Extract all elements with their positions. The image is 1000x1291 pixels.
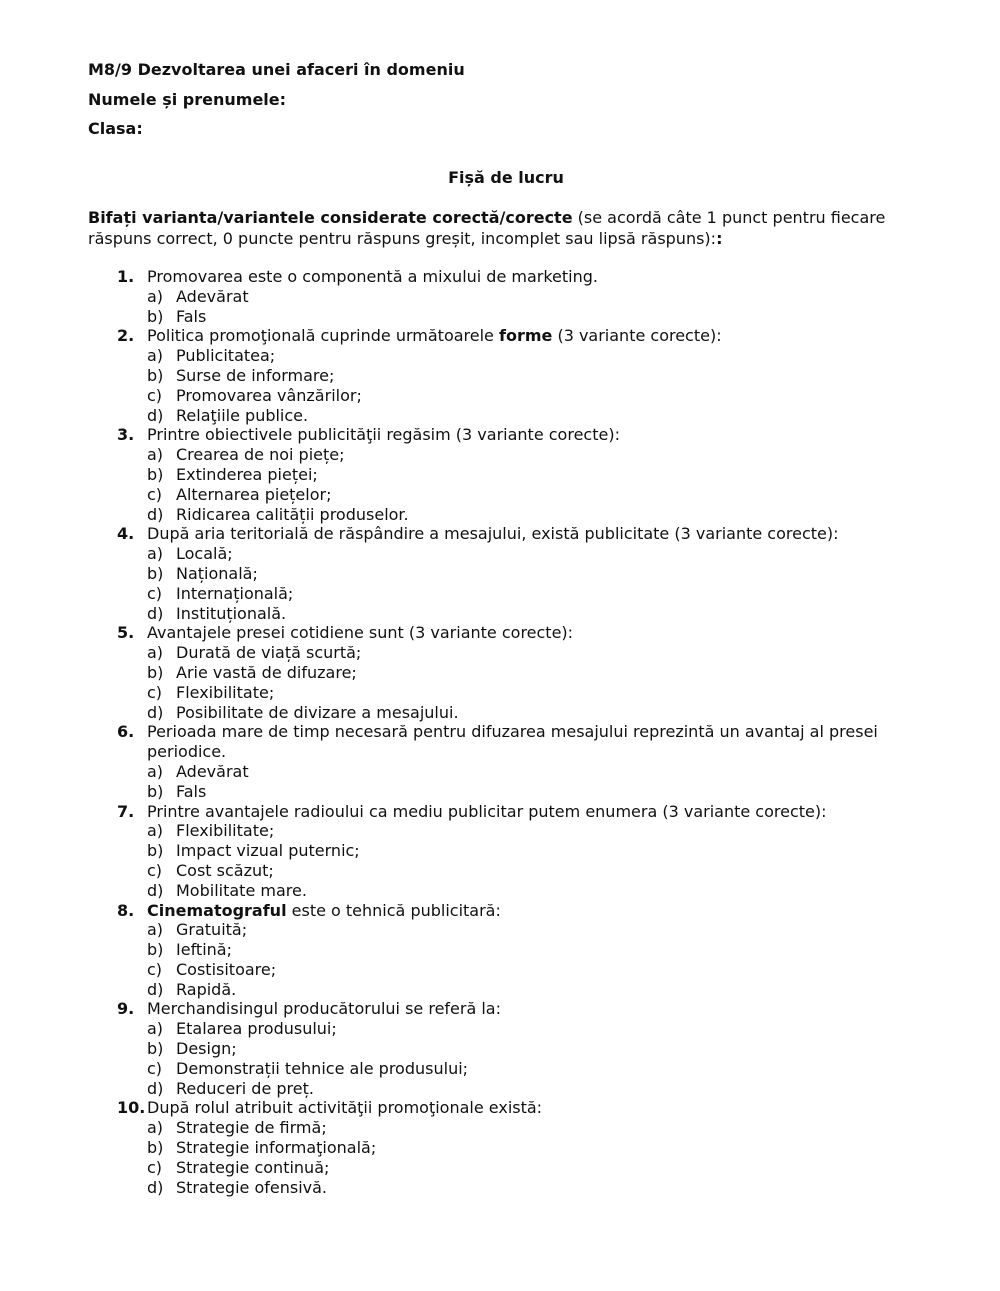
answer-option[interactable] — [147, 861, 917, 881]
option-letter: a) — [147, 920, 164, 940]
question-item — [117, 267, 917, 326]
answer-options — [117, 445, 917, 524]
option-text: Gratuită; — [176, 920, 248, 940]
option-text: Locală; — [176, 544, 233, 564]
answer-option[interactable] — [147, 881, 917, 901]
answer-option[interactable] — [147, 841, 917, 861]
question-item — [117, 326, 917, 425]
question-line — [117, 999, 917, 1019]
answer-option[interactable] — [147, 287, 917, 307]
question-line — [117, 267, 917, 287]
option-text: Ieftină; — [176, 940, 232, 960]
option-text: Strategie continuă; — [176, 1157, 330, 1177]
answer-option[interactable] — [147, 386, 917, 406]
answer-options — [117, 544, 917, 623]
option-letter: c) — [147, 1157, 163, 1177]
question-text-part: Politica promoţională cuprinde următoarele — [147, 326, 499, 346]
option-text: Cost scăzut; — [176, 860, 274, 880]
option-text: Design; — [176, 1039, 237, 1059]
question-list — [117, 267, 917, 1197]
question-text — [147, 326, 917, 346]
option-letter: a) — [147, 821, 164, 841]
question-text-part: Merchandisingul producătorului se referă la: — [147, 999, 501, 1019]
answer-option[interactable] — [147, 960, 917, 980]
option-letter: c) — [147, 682, 163, 702]
option-text: Strategie ofensivă. — [176, 1177, 328, 1197]
option-letter: a) — [147, 445, 164, 465]
answer-option[interactable] — [147, 485, 917, 505]
question-text-emphasis: Cinematograful — [147, 900, 287, 920]
question-text — [147, 267, 917, 287]
option-letter: d) — [147, 405, 164, 425]
option-letter: b) — [147, 563, 164, 583]
question-text-part: Printre obiectivele publicităţii regăsim (3 variante corecte): — [147, 425, 620, 445]
question-line — [117, 901, 917, 921]
option-text: Publicitatea; — [176, 346, 276, 366]
answer-options — [117, 1118, 917, 1197]
question-text — [147, 524, 917, 544]
option-letter: d) — [147, 1177, 164, 1197]
option-letter: a) — [147, 346, 164, 366]
instructions-tail: : — [716, 229, 723, 248]
answer-option[interactable] — [147, 782, 917, 802]
question-text — [147, 901, 917, 921]
instructions — [88, 207, 918, 249]
module-title: M8/9 Dezvoltarea unei afaceri în domeniu — [88, 60, 465, 79]
answer-option[interactable] — [147, 465, 917, 485]
answer-options — [117, 920, 917, 999]
question-text-part: Printre avantajele radioului ca mediu publicitar putem enumera (3 variante corecte): — [147, 801, 827, 821]
question-number: 7. — [117, 801, 135, 821]
option-text: Adevărat — [176, 286, 249, 306]
name-field[interactable] — [88, 90, 286, 110]
name-label: Numele și prenumele: — [88, 90, 287, 109]
option-text: Internațională; — [176, 583, 294, 603]
option-letter: c) — [147, 959, 163, 979]
option-letter: b) — [147, 1039, 164, 1059]
question-line — [117, 802, 917, 822]
answer-option[interactable] — [147, 643, 917, 663]
option-letter: b) — [147, 781, 164, 801]
question-line — [117, 722, 917, 762]
option-text: Flexibilitate; — [176, 682, 275, 702]
answer-options — [117, 346, 917, 425]
option-text: Flexibilitate; — [176, 821, 275, 841]
question-text — [147, 802, 917, 822]
answer-option[interactable] — [147, 1079, 917, 1099]
option-letter: a) — [147, 1118, 164, 1138]
option-text: Extinderea pieței; — [176, 464, 318, 484]
instructions-text: (se acordă câte 1 punct pentru fiecare răspuns correct, 0 puncte pentru răspuns greșit, incomplet sau lipsă răspuns): — [88, 208, 886, 248]
question-text-part: (3 variante corecte): — [552, 326, 722, 346]
answer-option[interactable] — [147, 406, 917, 426]
option-letter: b) — [147, 306, 164, 326]
answer-option[interactable] — [147, 604, 917, 624]
option-text: Alternarea piețelor; — [176, 484, 332, 504]
question-text-emphasis: forme — [498, 326, 553, 346]
option-letter: b) — [147, 940, 164, 960]
answer-options — [117, 287, 917, 327]
question-line — [117, 326, 917, 346]
question-item — [117, 1098, 917, 1197]
class-field[interactable] — [88, 119, 143, 139]
answer-option[interactable] — [147, 366, 917, 386]
option-letter: c) — [147, 385, 163, 405]
answer-options — [117, 762, 917, 802]
option-letter: d) — [147, 702, 164, 722]
answer-option[interactable] — [147, 307, 917, 327]
option-letter: b) — [147, 662, 164, 682]
answer-options — [117, 1019, 917, 1098]
question-text-part: este o tehnică publicitară: — [286, 900, 501, 920]
option-letter: c) — [147, 583, 163, 603]
answer-option[interactable] — [147, 703, 917, 723]
option-text: Relaţiile publice. — [176, 405, 309, 425]
question-text — [147, 623, 917, 643]
question-text-part: Perioada mare de timp necesară pentru difuzarea mesajului reprezintă un avantaj al presei periodice. — [147, 722, 878, 762]
answer-option[interactable] — [147, 762, 917, 782]
question-item — [117, 425, 917, 524]
answer-options — [117, 643, 917, 722]
option-text: Strategie informaţională; — [176, 1138, 377, 1158]
option-text: Surse de informare; — [176, 365, 335, 385]
question-number: 3. — [117, 425, 135, 445]
worksheet-title: Fișă de lucru — [448, 168, 564, 187]
answer-option[interactable] — [147, 564, 917, 584]
question-number: 6. — [117, 722, 135, 742]
answer-option[interactable] — [147, 1178, 917, 1198]
question-text-part: După aria teritorială de răspândire a mesajului, există publicitate (3 variante corecte): — [147, 524, 839, 544]
answer-option[interactable] — [147, 920, 917, 940]
option-text: Instituțională. — [176, 603, 287, 623]
question-number: 4. — [117, 524, 135, 544]
option-letter: b) — [147, 841, 164, 861]
option-text: Mobilitate mare. — [176, 880, 307, 900]
option-letter: a) — [147, 1019, 164, 1039]
option-letter: d) — [147, 1078, 164, 1098]
answer-option[interactable] — [147, 584, 917, 604]
option-text: Etalarea produsului; — [176, 1019, 337, 1039]
question-line — [117, 524, 917, 544]
option-text: Demonstrații tehnice ale produsului; — [176, 1058, 469, 1078]
answer-option[interactable] — [147, 663, 917, 683]
option-text: Națională; — [176, 563, 258, 583]
question-item — [117, 901, 917, 1000]
option-letter: d) — [147, 504, 164, 524]
option-text: Crearea de noi piețe; — [176, 445, 345, 465]
class-label: Clasa: — [88, 119, 143, 138]
option-letter: a) — [147, 761, 164, 781]
question-number: 10. — [117, 1098, 146, 1118]
option-text: Reduceri de preț. — [176, 1078, 314, 1098]
option-text: Adevărat — [176, 761, 249, 781]
answer-option[interactable] — [147, 940, 917, 960]
option-letter: d) — [147, 880, 164, 900]
question-number: 5. — [117, 623, 135, 643]
option-text: Strategie de firmă; — [176, 1118, 327, 1138]
option-letter: c) — [147, 860, 163, 880]
option-letter: a) — [147, 643, 164, 663]
option-letter: b) — [147, 1138, 164, 1158]
question-line — [117, 623, 917, 643]
option-text: Durată de viață scurtă; — [176, 643, 362, 663]
option-letter: c) — [147, 1058, 163, 1078]
answer-option[interactable] — [147, 821, 917, 841]
option-text: Costisitoare; — [176, 959, 277, 979]
answer-option[interactable] — [147, 1059, 917, 1079]
option-letter: a) — [147, 286, 164, 306]
answer-option[interactable] — [147, 1138, 917, 1158]
option-text: Arie vastă de difuzare; — [176, 662, 357, 682]
question-item — [117, 623, 917, 722]
question-item — [117, 524, 917, 623]
question-item — [117, 722, 917, 801]
answer-option[interactable] — [147, 683, 917, 703]
answer-option[interactable] — [147, 505, 917, 525]
option-letter: b) — [147, 365, 164, 385]
answer-option[interactable] — [147, 1039, 917, 1059]
option-text: Rapidă. — [176, 979, 237, 999]
option-letter: d) — [147, 979, 164, 999]
answer-option[interactable] — [147, 980, 917, 1000]
answer-option[interactable] — [147, 1019, 917, 1039]
question-number: 8. — [117, 900, 135, 920]
option-text: Fals — [176, 306, 207, 326]
question-text-part: După rolul atribuit activităţii promoţionale există: — [147, 1098, 543, 1118]
answer-option[interactable] — [147, 346, 917, 366]
question-line — [117, 1098, 917, 1118]
option-text: Ridicarea calității produselor. — [176, 504, 409, 524]
question-item — [117, 999, 917, 1098]
question-item — [117, 802, 917, 901]
answer-option[interactable] — [147, 1158, 917, 1178]
question-text — [147, 425, 917, 445]
option-text: Impact vizual puternic; — [176, 841, 360, 861]
question-text — [147, 722, 917, 762]
answer-option[interactable] — [147, 1118, 917, 1138]
question-line — [117, 425, 917, 445]
question-number: 2. — [117, 326, 135, 346]
option-letter: b) — [147, 464, 164, 484]
option-text: Fals — [176, 781, 207, 801]
option-text: Posibilitate de divizare a mesajului. — [176, 702, 459, 722]
option-text: Promovarea vânzărilor; — [176, 385, 362, 405]
option-letter: a) — [147, 544, 164, 564]
answer-option[interactable] — [147, 445, 917, 465]
question-text — [147, 1098, 917, 1118]
question-number: 9. — [117, 999, 135, 1019]
question-number: 1. — [117, 267, 135, 286]
answer-option[interactable] — [147, 544, 917, 564]
question-text-part: Avantajele presei cotidiene sunt (3 variante corecte): — [147, 623, 574, 643]
question-text-part: Promovarea este o componentă a mixului de marketing. — [147, 267, 598, 286]
answer-options — [117, 821, 917, 900]
option-letter: d) — [147, 603, 164, 623]
option-letter: c) — [147, 484, 163, 504]
instructions-bold: Bifați varianta/variantele considerate corectă/corecte — [88, 208, 573, 227]
question-text — [147, 999, 917, 1019]
